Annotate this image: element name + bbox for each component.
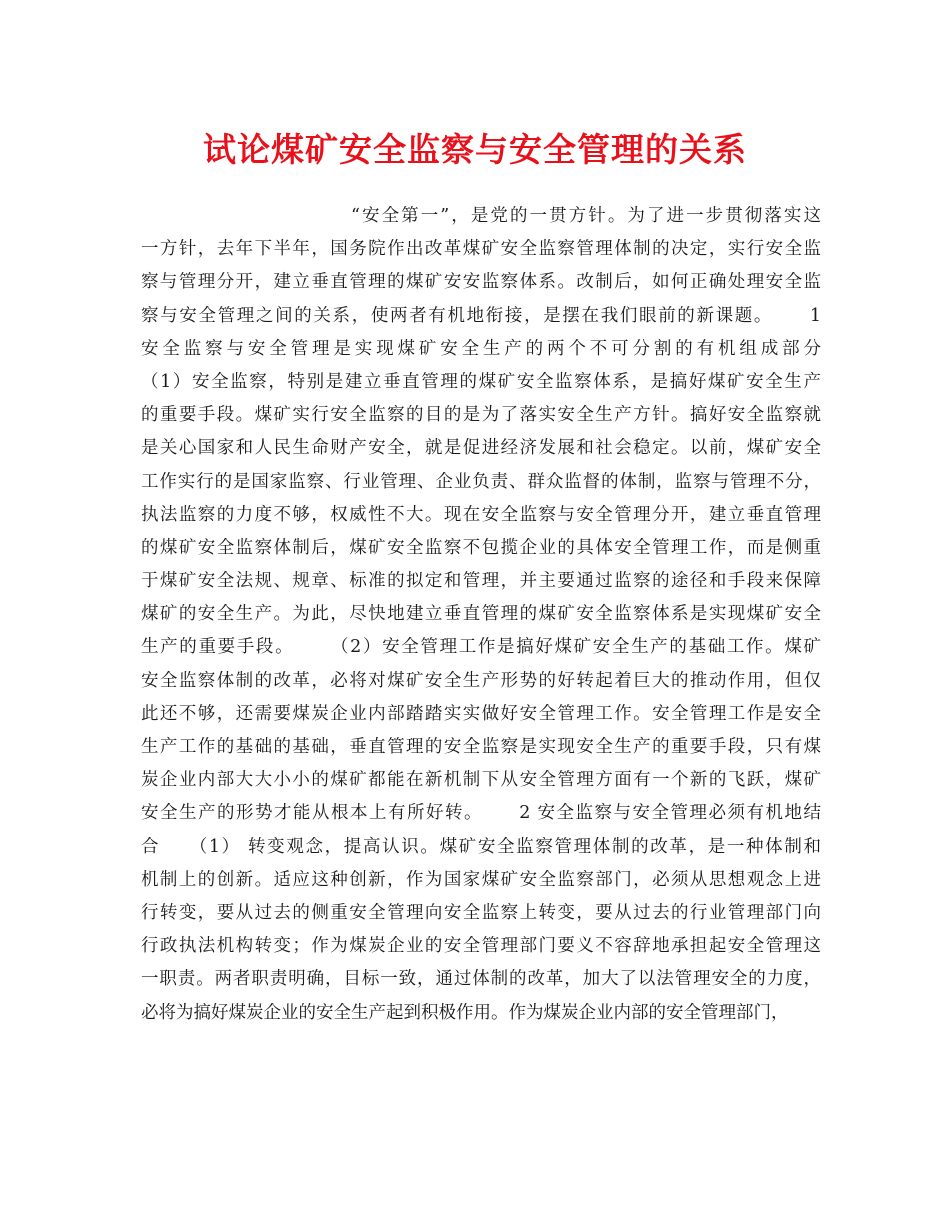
body-line: 行转变，要从过去的侧重安全管理向安全监察上转变，要从过去的行业管理部门向: [141, 902, 821, 923]
body-line: 行政执法机构转变；作为煤炭企业的安全管理部门要义不容辞地承担起安全管理这: [141, 936, 821, 957]
body-line: 安全监察与安全管理是实现煤矿安全生产的两个不可分割的有机组成部分: [141, 338, 821, 359]
body-line: 执法监察的力度不够，权威性不大。现在安全监察与安全管理分开，建立垂直管理: [141, 504, 821, 525]
body-line: 的煤矿安全监察体制后，煤矿安全监察不包揽企业的具体安全管理工作，而是侧重: [141, 537, 821, 558]
body-line: 此还不够，还需要煤炭企业内部踏踏实实做好安全管理工作。安全管理工作是安全: [141, 703, 821, 724]
body-line: 煤矿的安全生产。为此，尽快地建立垂直管理的煤矿安全监察体系是实现煤矿安全: [141, 604, 821, 625]
body-line: 的重要手段。煤矿实行安全监察的目的是为了落实安全生产方针。搞好安全监察就: [141, 405, 821, 426]
body-line: 生产的重要手段。 （2）安全管理工作是搞好煤矿安全生产的基础工作。煤矿: [141, 637, 821, 658]
body-line: “安全第一”，是党的一贯方针。为了进一步贯彻落实这: [351, 206, 821, 226]
body-line: 于煤矿安全法规、规章、标准的拟定和管理，并主要通过监察的途径和手段来保障: [141, 571, 821, 592]
body-line: 安全监察体制的改革，必将对煤矿安全生产形势的好转起着巨大的推动作用，但仅: [141, 670, 821, 691]
document-body: [141, 200, 821, 1030]
body-line: 安全生产的形势才能从根本上有所好转。 2 安全监察与安全管理必须有机地结: [141, 803, 821, 824]
body-line: 一职责。两者职责明确，目标一致，通过体制的改革，加大了以法管理安全的力度，: [141, 969, 821, 990]
body-line: 是关心国家和人民生命财产安全，就是促进经济发展和社会稳定。以前，煤矿安全: [141, 438, 821, 459]
document-title: 试论煤矿安全监察与安全管理的关系: [203, 130, 747, 169]
body-line: 合 （1） 转变观念，提高认识。煤矿安全监察管理体制的改革，是一种体制和: [141, 836, 821, 857]
body-line: 炭企业内部大大小小的煤矿都能在新机制下从安全管理方面有一个新的飞跃，煤矿: [141, 770, 821, 791]
body-line: （1）安全监察，特别是建立垂直管理的煤矿安全监察体系，是搞好煤矿安全生产: [141, 371, 821, 392]
body-line: 察与安全管理之间的关系，使两者有机地衔接，是摆在我们眼前的新课题。 1: [141, 305, 821, 326]
body-line: 必将为搞好煤炭企业的安全生产起到积极作用。作为煤炭企业内部的安全管理部门，: [141, 1002, 789, 1023]
body-line: 一方针，去年下半年，国务院作出改革煤矿安全监察管理体制的决定，实行安全监: [141, 239, 821, 260]
body-line: 生产工作的基础的基础，垂直管理的安全监察是实现安全生产的重要手段，只有煤: [141, 737, 821, 757]
body-line: 工作实行的是国家监察、行业管理、企业负责、群众监督的体制，监察与管理不分，: [141, 471, 821, 492]
body-line: 察与管理分开，建立垂直管理的煤矿安安监察体系。改制后，如何正确处理安全监: [141, 272, 821, 293]
body-line: 机制上的创新。适应这种创新，作为国家煤矿安全监察部门，必须从思想观念上进: [141, 869, 821, 890]
